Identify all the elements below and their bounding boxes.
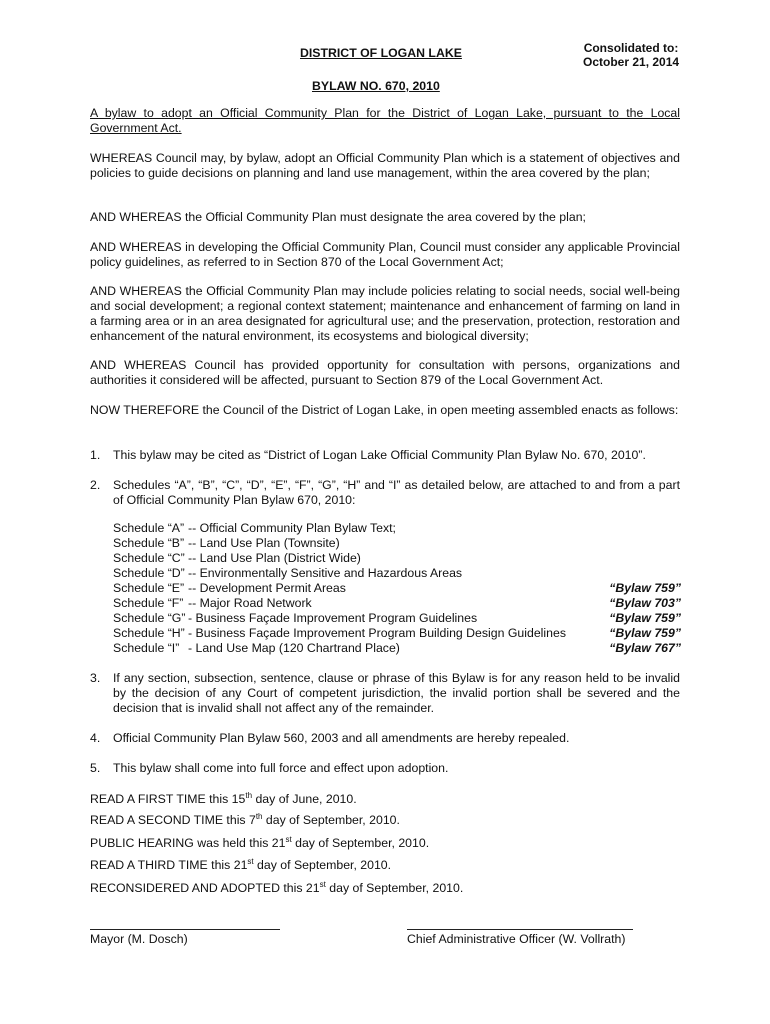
reading-ordinal: st: [319, 879, 326, 889]
reading-ordinal: st: [285, 834, 292, 844]
whereas-paragraph: AND WHEREAS in developing the Official Community Plan, Council must consider any applicable Provincial policy guidelines, as referred to in Section 870 of the Local Government Act;: [90, 240, 680, 269]
schedule-ref: “Bylaw 759”: [609, 581, 681, 595]
reading-ordinal: th: [255, 811, 263, 821]
schedule-ref: “Bylaw 759”: [609, 611, 681, 625]
reading-text: READ A SECOND TIME this 7: [90, 813, 256, 827]
item-text: This bylaw may be cited as “District of Logan Lake Official Community Plan Bylaw No. 670, 2010”.: [113, 448, 646, 462]
list-item: [90, 671, 680, 716]
whereas-paragraph: AND WHEREAS the Official Community Plan may include policies relating to social needs, social well-being and social development; a regional context statement; maintenance and enhancement of farming on land in a farming area or in an area designated for agricultural use; and the preservation, protection, restoration and enhancement of the natural environment, its ecosystems and biological diversity;: [90, 284, 680, 343]
reading-text: day of September, 2010.: [291, 836, 430, 850]
schedule-row: [113, 581, 681, 596]
reading-line: [90, 792, 357, 807]
schedule-desc: - Business Façade Improvement Program Building Design Guidelines: [188, 626, 566, 640]
schedule-row: [113, 626, 681, 641]
list-item: [90, 478, 680, 508]
schedule-name: Schedule “E”: [113, 581, 185, 595]
schedule-name: Schedule “C”: [113, 551, 185, 565]
schedule-row: [113, 596, 681, 611]
item-number: 5.: [90, 761, 101, 775]
consolidated-label: Consolidated to:: [583, 41, 679, 55]
reading-ordinal: st: [247, 856, 254, 866]
schedule-name: Schedule “I”: [113, 641, 180, 655]
schedule-row: [113, 566, 681, 581]
schedule-row: [113, 641, 681, 656]
cao-signature-line: [407, 929, 633, 930]
item-text: This bylaw shall come into full force and effect upon adoption.: [113, 761, 449, 775]
item-number: 1.: [90, 448, 101, 462]
schedule-desc: -- Environmentally Sensitive and Hazardous Areas: [188, 566, 463, 580]
schedule-ref: “Bylaw 767”: [609, 641, 681, 655]
mayor-signature-line: [90, 929, 280, 930]
item-text: Official Community Plan Bylaw 560, 2003 and all amendments are hereby repealed.: [113, 731, 570, 745]
schedule-ref: “Bylaw 759”: [609, 626, 681, 640]
mayor-signature-label: Mayor (M. Dosch): [90, 932, 188, 946]
schedule-desc: - Business Façade Improvement Program Guidelines: [188, 611, 478, 625]
reading-line: [90, 813, 400, 828]
item-text: If any section, subsection, sentence, clause or phrase of this Bylaw is for any reason held to be invalid by the decision of any Court of competent jurisdiction, the invalid portion shall be severed and the decision that is invalid shall not affect any of the remainder.: [113, 671, 680, 715]
reading-line: [90, 858, 391, 873]
item-number: 4.: [90, 731, 101, 745]
consolidated-date: October 21, 2014: [583, 55, 680, 69]
bylaw-title: BYLAW NO. 670, 2010: [312, 79, 440, 93]
item-number: 2.: [90, 478, 101, 492]
cao-signature-label: Chief Administrative Officer (W. Vollrath): [407, 932, 626, 946]
reading-text: PUBLIC HEARING was held this 21: [90, 836, 286, 850]
reading-text: day of June, 2010.: [252, 792, 357, 806]
schedule-name: Schedule “F”: [113, 596, 184, 610]
whereas-paragraph: AND WHEREAS the Official Community Plan must designate the area covered by the plan;: [90, 210, 586, 224]
schedule-row: [113, 611, 681, 626]
schedule-name: Schedule “A”: [113, 521, 185, 535]
schedule-name: Schedule “D”: [113, 566, 185, 580]
item-text: Schedules “A”, “B”, “C”, “D”, “E”, “F”, “G”, “H” and “I” as detailed below, are attached to and from a part of Official Community Plan Bylaw 670, 2010:: [113, 478, 680, 507]
schedule-name: Schedule “H”: [113, 626, 185, 640]
schedule-desc: -- Land Use Plan (District Wide): [188, 551, 361, 565]
whereas-paragraph: AND WHEREAS Council has provided opportunity for consultation with persons, organizations and authorities it considered will be affected, pursuant to Section 879 of the Local Government Act.: [90, 358, 680, 387]
reading-line: [90, 881, 463, 896]
schedule-table: [113, 521, 681, 656]
list-item: [90, 731, 680, 746]
reading-text: day of September, 2010.: [262, 813, 400, 827]
consolidated-note: [583, 41, 679, 69]
schedule-desc: - Land Use Map (120 Chartrand Place): [188, 641, 400, 655]
schedule-desc: -- Official Community Plan Bylaw Text;: [188, 521, 396, 535]
reading-text: day of September, 2010.: [253, 858, 392, 872]
reading-text: RECONSIDERED AND ADOPTED this 21: [90, 881, 320, 895]
district-title: DISTRICT OF LOGAN LAKE: [300, 46, 462, 60]
schedule-desc: -- Development Permit Areas: [188, 581, 346, 595]
now-therefore-paragraph: NOW THEREFORE the Council of the District of Logan Lake, in open meeting assembled enacts as follows:: [90, 403, 679, 417]
schedule-row: [113, 536, 681, 551]
whereas-paragraph: WHEREAS Council may, by bylaw, adopt an Official Community Plan which is a statement of objectives and policies to guide decisions on planning and land use management, within the area covered by the plan;: [90, 151, 680, 180]
reading-text: READ A THIRD TIME this 21: [90, 858, 248, 872]
reading-line: [90, 836, 429, 851]
schedule-row: [113, 521, 681, 536]
reading-text: READ A FIRST TIME this 15: [90, 792, 246, 806]
schedule-name: Schedule “B”: [113, 536, 185, 550]
schedule-row: [113, 551, 681, 566]
schedule-desc: -- Major Road Network: [188, 596, 312, 610]
schedule-name: Schedule “G”: [113, 611, 186, 625]
reading-text: day of September, 2010.: [325, 881, 464, 895]
item-number: 3.: [90, 671, 101, 685]
list-item: [90, 448, 680, 463]
reading-ordinal: th: [245, 790, 253, 800]
schedule-desc: -- Land Use Plan (Townsite): [188, 536, 340, 550]
schedule-ref: “Bylaw 703”: [609, 596, 681, 610]
intro-paragraph: A bylaw to adopt an Official Community Plan for the District of Logan Lake, pursuant to the Local Government Act.: [90, 106, 680, 135]
list-item: [90, 761, 680, 776]
